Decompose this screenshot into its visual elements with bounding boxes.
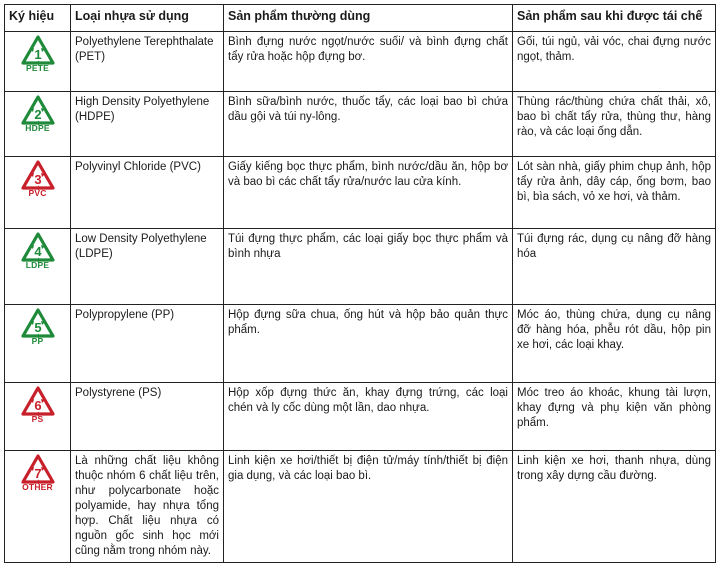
plastic-type-cell: Polystyrene (PS) xyxy=(71,383,224,451)
table-row xyxy=(5,157,716,229)
symbol-cell xyxy=(5,157,71,229)
header-common-products: Sản phẩm thường dùng xyxy=(224,5,513,32)
recycled-products-cell: Móc áo, thùng chứa, dụng cụ nâng đỡ hàng hóa, phễu rót dầu, hộp pin xe hơi, các loại khay. xyxy=(513,305,716,383)
recycling-symbol xyxy=(21,35,55,73)
recycle-triangle-icon xyxy=(21,232,55,263)
resin-code-label: PS xyxy=(31,414,44,424)
plastics-table xyxy=(4,4,716,563)
table-row xyxy=(5,383,716,451)
header-plastic-type: Loại nhựa sử dụng xyxy=(71,5,224,32)
header-recycled-products: Sản phẩm sau khi được tái chế xyxy=(513,5,716,32)
resin-code-number: 7 xyxy=(33,466,42,481)
recycled-products-cell: Gối, túi ngủ, vải vóc, chai đựng nước ngọt, thảm. xyxy=(513,32,716,92)
symbol-cell xyxy=(5,451,71,563)
table-row xyxy=(5,229,716,305)
common-products-cell: Bình đựng nước ngọt/nước suối/ và bình đựng chất tẩy rửa hoặc hộp đựng bơ. xyxy=(224,32,513,92)
plastic-type-cell: Low Density Polyethylene (LDPE) xyxy=(71,229,224,305)
recycling-symbol xyxy=(21,95,55,133)
recycle-triangle-icon xyxy=(21,160,55,191)
plastic-type-cell: Polypropylene (PP) xyxy=(71,305,224,383)
recycle-triangle-icon xyxy=(21,35,55,66)
resin-code-label: HDPE xyxy=(25,123,50,133)
recycled-products-cell: Móc treo áo khoác, khung tài lượn, khay đựng và phụ kiện văn phòng phẩm. xyxy=(513,383,716,451)
resin-code-number: 6 xyxy=(33,398,42,413)
common-products-cell: Hộp đựng sữa chua, ống hút và hộp bảo quản thực phẩm. xyxy=(224,305,513,383)
symbol-cell xyxy=(5,305,71,383)
resin-code-number: 3 xyxy=(33,172,42,187)
table-row xyxy=(5,451,716,563)
plastic-type-cell: Polyethylene Terephthalate (PET) xyxy=(71,32,224,92)
resin-code-label: PP xyxy=(31,336,44,346)
resin-code-label: OTHER xyxy=(22,482,53,492)
recycle-triangle-icon xyxy=(21,386,55,417)
symbol-cell xyxy=(5,92,71,157)
common-products-cell: Linh kiện xe hơi/thiết bị điện tử/máy tính/thiết bị điện gia dụng, và các loại bao bì. xyxy=(224,451,513,563)
common-products-cell: Giấy kiếng bọc thực phẩm, bình nước/dầu ăn, hộp bơ và bao bì các chất tẩy rửa/nước lau cửa kính. xyxy=(224,157,513,229)
recycling-symbol xyxy=(21,160,55,198)
table-row xyxy=(5,92,716,157)
symbol-cell xyxy=(5,229,71,305)
resin-code-number: 1 xyxy=(33,47,42,62)
plastic-type-cell: High Density Polyethylene (HDPE) xyxy=(71,92,224,157)
recycling-symbol xyxy=(21,454,55,492)
header-symbol: Ký hiệu xyxy=(5,5,71,32)
header-row xyxy=(5,5,716,32)
recycling-symbol xyxy=(21,232,55,270)
resin-code-number: 4 xyxy=(33,244,42,259)
symbol-cell xyxy=(5,32,71,92)
resin-code-label: PVC xyxy=(28,188,47,198)
table-row xyxy=(5,32,716,92)
recycle-triangle-icon xyxy=(21,95,55,126)
recycled-products-cell: Túi đựng rác, dụng cụ nâng đỡ hàng hóa xyxy=(513,229,716,305)
recycling-symbol xyxy=(21,308,55,346)
plastic-type-cell: Polyvinyl Chloride (PVC) xyxy=(71,157,224,229)
common-products-cell: Hộp xốp đựng thức ăn, khay đựng trứng, các loại chén và ly cốc dùng một lần, dao nhựa. xyxy=(224,383,513,451)
recycling-symbol xyxy=(21,386,55,424)
recycled-products-cell: Linh kiện xe hơi, thanh nhựa, dùng trong xây dựng cầu đường. xyxy=(513,451,716,563)
common-products-cell: Bình sữa/bình nước, thuốc tẩy, các loại bao bì chứa dầu gội và túi ny-lông. xyxy=(224,92,513,157)
plastic-type-cell: Là những chất liệu không thuộc nhóm 6 chất liệu trên, như polycarbonate hoặc polyamide, hay nhựa tổng hợp. Chất liệu nhựa có nguồn gốc sinh học mới cũng nằm trong nhóm này. xyxy=(71,451,224,563)
symbol-cell xyxy=(5,383,71,451)
common-products-cell: Túi đựng thực phẩm, các loại giấy bọc thực phẩm và bình nhựa xyxy=(224,229,513,305)
table-row xyxy=(5,305,716,383)
resin-code-number: 5 xyxy=(33,320,42,335)
recycle-triangle-icon xyxy=(21,308,55,339)
recycled-products-cell: Lót sàn nhà, giấy phim chụp ảnh, hộp tẩy rửa ảnh, dây cáp, ống bơm, bao bì, bìa sách, vỏ xe hơi, và thảm. xyxy=(513,157,716,229)
recycle-triangle-icon xyxy=(21,454,55,485)
resin-code-number: 2 xyxy=(33,107,42,122)
recycled-products-cell: Thùng rác/thùng chứa chất thải, xô, bao bì chất tẩy rửa, thùng thư, hàng rào, và các loại ống dẫn. xyxy=(513,92,716,157)
resin-code-label: LDPE xyxy=(25,260,50,270)
resin-code-label: PETE xyxy=(25,63,49,73)
